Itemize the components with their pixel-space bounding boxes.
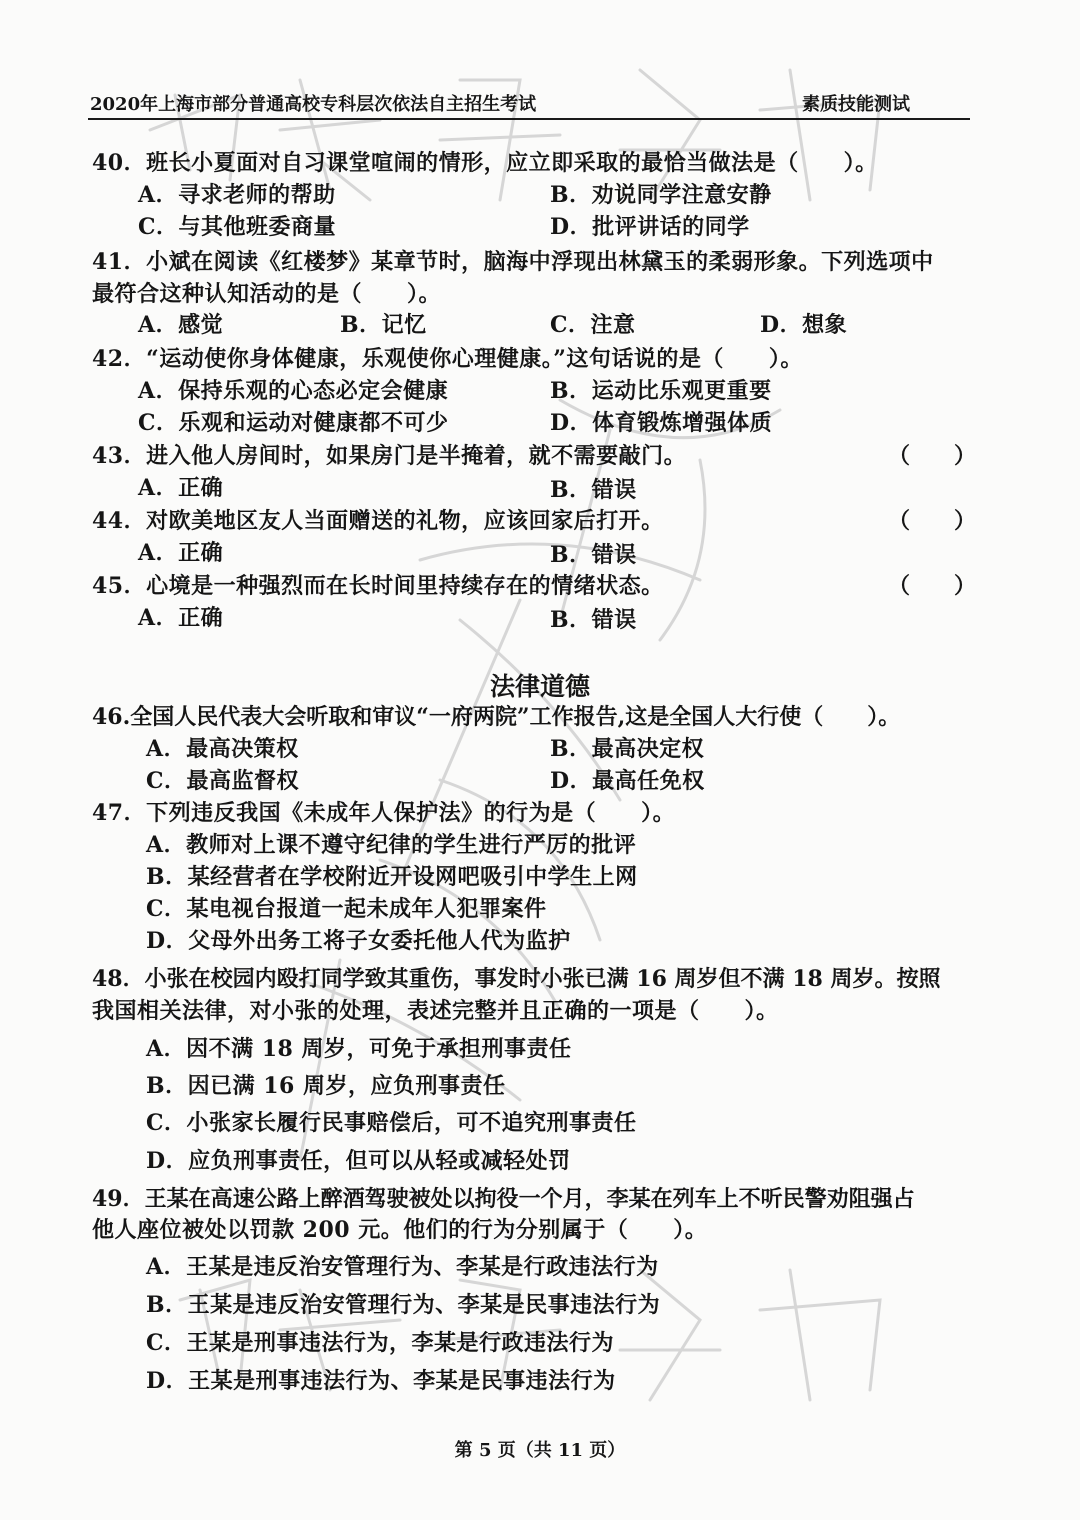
subject-title: 素质技能测试 — [802, 94, 910, 115]
question-44-option-b: B．错误 — [550, 542, 637, 568]
question-42-option-c: C．乐观和运动对健康都不可少 — [138, 410, 449, 436]
question-41-option-d: D．想象 — [760, 312, 848, 338]
question-40-option-c: C．与其他班委商量 — [138, 214, 337, 240]
question-45-stem: 45．心境是一种强烈而在长时间里持续存在的情绪状态。 — [92, 573, 664, 599]
question-47-option-c: C．某电视台报道一起未成年人犯罪案件 — [146, 896, 547, 922]
question-48-option-c: C．小张家长履行民事赔偿后，可不追究刑事责任 — [146, 1110, 637, 1136]
exam-title: 2020年上海市部分普通高校专科层次依法自主招生考试 — [90, 94, 537, 115]
question-40-option-d: D．批评讲话的同学 — [550, 214, 750, 240]
question-48-stem-line1: 48．小张在校园内殴打同学致其重伤，事发时小张已满 16 周岁但不满 18 周岁。按照 — [92, 966, 941, 992]
question-47-option-a: A．教师对上课不遵守纪律的学生进行严厉的批评 — [146, 832, 637, 858]
question-43-option-b: B．错误 — [550, 477, 637, 503]
question-49-option-b: B．王某是违反治安管理行为、李某是民事违法行为 — [146, 1292, 661, 1318]
question-48-option-a: A．因不满 18 周岁，可免于承担刑事责任 — [146, 1036, 572, 1062]
question-40-option-a: A．寻求老师的帮助 — [138, 182, 336, 208]
question-46-stem: 46.全国人民代表大会听取和审议“一府两院”工作报告,这是全国人大行使（ ）。 — [92, 704, 901, 730]
question-47-option-b: B．某经营者在学校附近开设网吧吸引中学生上网 — [146, 864, 638, 890]
question-44-option-a: A．正确 — [138, 540, 224, 566]
question-40-option-b: B．劝说同学注意安静 — [550, 182, 772, 208]
question-44-stem: 44．对欧美地区友人当面赠送的礼物，应该回家后打开。 — [92, 508, 664, 534]
question-45-option-b: B．错误 — [550, 607, 637, 633]
question-41-stem-line1: 41．小斌在阅读《红楼梦》某章节时，脑海中浮现出林黛玉的柔弱形象。下列选项中 — [92, 249, 934, 275]
question-41-option-a: A．感觉 — [138, 312, 224, 338]
question-49-option-a: A．王某是违反治安管理行为、李某是行政违法行为 — [146, 1254, 659, 1280]
question-46-option-b: B．最高决定权 — [550, 736, 705, 762]
question-43-answer-blank: （ ） — [888, 443, 977, 469]
question-41-option-c: C．注意 — [550, 312, 636, 338]
question-46-option-a: A．最高决策权 — [146, 736, 299, 762]
question-42-option-a: A．保持乐观的心态必定会健康 — [138, 378, 449, 404]
question-42-option-d: D．体育锻炼增强体质 — [550, 410, 773, 436]
question-45-answer-blank: （ ） — [888, 573, 977, 599]
question-43-option-a: A．正确 — [138, 475, 224, 501]
question-44-answer-blank: （ ） — [888, 508, 977, 534]
page-number: 第 5 页（共 11 页） — [454, 1440, 626, 1461]
question-48-option-b: B．因已满 16 周岁，应负刑事责任 — [146, 1073, 506, 1099]
question-43-stem: 43．进入他人房间时，如果房门是半掩着，就不需要敲门。 — [92, 443, 687, 469]
question-41-stem-line2: 最符合这种认知活动的是（ ）。 — [92, 281, 442, 307]
question-49-option-c: C．王某是刑事违法行为，李某是行政违法行为 — [146, 1330, 615, 1356]
section-title: 法律道德 — [489, 672, 590, 701]
question-48-stem-line2: 我国相关法律，对小张的处理，表述完整并且正确的一项是（ ）。 — [92, 998, 779, 1024]
question-46-option-d: D．最高任免权 — [550, 768, 705, 794]
page-header — [88, 86, 970, 120]
question-49-option-d: D．王某是刑事违法行为、李某是民事违法行为 — [146, 1368, 616, 1394]
question-41-option-b: B．记忆 — [340, 312, 427, 338]
question-48-option-d: D．应负刑事责任，但可以从轻或减轻处罚 — [146, 1148, 571, 1174]
question-49-stem-line1: 49．王某在高速公路上醉酒驾驶被处以拘役一个月，李某在列车上不听民警劝阻强占 — [92, 1186, 915, 1212]
question-47-stem: 47．下列违反我国《未成年人保护法》的行为是（ ）。 — [92, 800, 676, 826]
question-42-option-b: B．运动比乐观更重要 — [550, 378, 772, 404]
question-45-option-a: A．正确 — [138, 605, 224, 631]
question-42-stem: 42．“运动使你身体健康，乐观使你心理健康。”这句话说的是（ ）。 — [92, 346, 803, 372]
question-46-option-c: C．最高监督权 — [146, 768, 300, 794]
question-47-option-d: D．父母外出务工将子女委托他人代为监护 — [146, 928, 571, 954]
question-49-stem-line2: 他人座位被处以罚款 200 元。他们的行为分别属于（ ）。 — [92, 1217, 708, 1243]
question-40-stem: 40．班长小夏面对自习课堂喧闹的情形，应立即采取的最恰当做法是（ ）。 — [92, 150, 878, 176]
